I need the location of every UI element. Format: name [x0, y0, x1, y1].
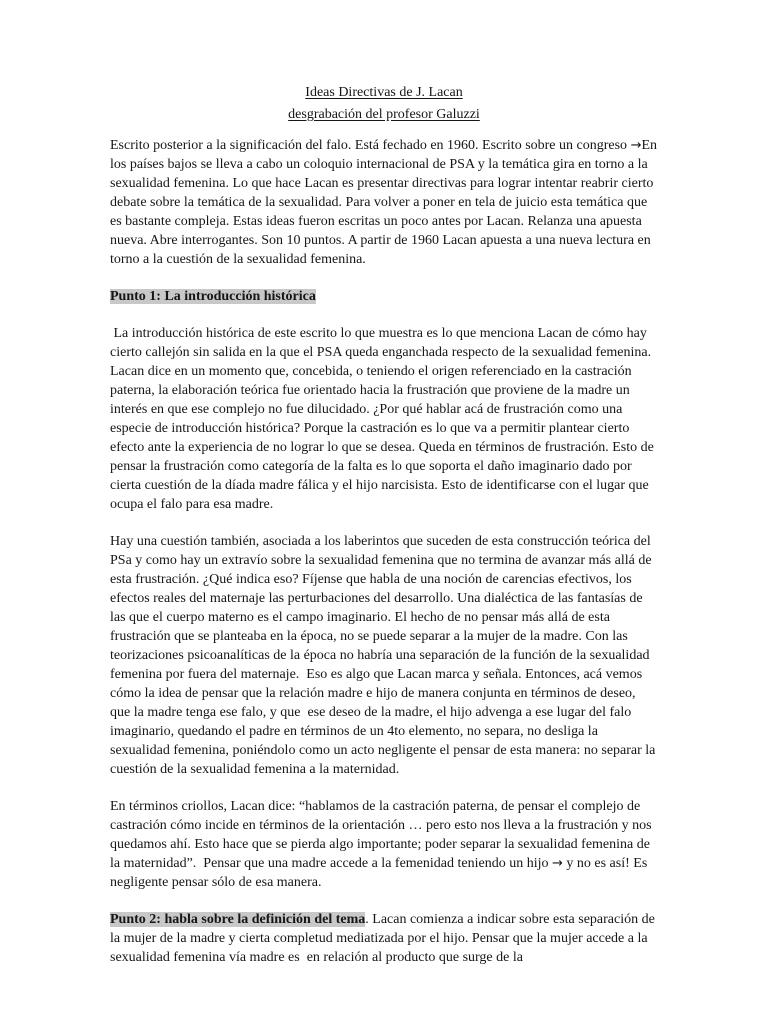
punto-1-paragraph-1: La introducción histórica de este escrito lo que muestra es lo que menciona Lacan de cómo hay cierto callejón sin salida en la que el PSA queda enganchada respecto de la sexualidad femenina. Lacan dice en un momento que, concebida, o teniendo el origen referenciado en la castración paterna, la elaboración teórica fue orientado hacia la frustración que proviene de la madre un interés en que ese complejo no fue dilucidado. ¿Por qué hablar acá de frustración como una especie de introducción histórica? Porque la castración es lo que va a permitir plantear cierto efecto ante la experiencia de no lograr lo que se desea. Queda en términos de frustración. Esto de pensar la frustración como categoría de la falta es lo que soporta el daño imaginario dado por cierta cuestión de la díada madre fálica y el hijo narcisista. Esto de identificarse con el lugar que ocupa el falo para esa madre. [110, 326, 658, 512]
punto-2-heading: Punto 2: habla sobre la definición del tema [110, 912, 366, 927]
intro-text-1: Escrito posterior a la significación del falo. Está fechado en 1960. Escrito sobre un congreso [110, 138, 631, 153]
section-heading-punto-1 [110, 287, 658, 306]
document-subtitle: desgrabación del profesor Galuzzi [288, 107, 480, 122]
intro-paragraph [110, 136, 661, 269]
document-title: Ideas Directivas de J. Lacan [305, 85, 463, 100]
title-block [0, 83, 768, 127]
punto-1-heading: Punto 1: La introducción histórica [110, 289, 316, 304]
arrow-icon: → [551, 856, 563, 871]
punto-1-p3-text-b: y no es así! Es negligente pensar sólo de esa manera. [110, 856, 651, 890]
intro-text-2: En los países bajos se lleva a cabo un coloquio internacional de PSA y la temática gira en torno a la sexualidad femenina. Lo que hace Lacan es presentar directivas para lograr intentar reabrir cierto debate sobre la temática de la sexualidad. Para volver a poner en tela de juicio esta temática que es bastante compleja. Estas ideas fueron escritas un poco antes por Lacan. Relanza una apuesta nueva. Abre interrogantes. Son 10 puntos. A partir de 1960 Lacan apuesta a una nueva lectura en torno a la cuestión de la sexualidad femenina. [110, 138, 661, 267]
punto-2-text: . Lacan comienza a indicar sobre esta separación de la mujer de la madre y cierta completud mediatizada por el hijo. Pensar que la mujer accede a la sexualidad femenina vía madre es en relación al producto que surge de la [110, 912, 659, 965]
document-body [110, 136, 661, 967]
punto-1-paragraph-3 [110, 797, 658, 892]
punto-1-p3-text-a: En términos criollos, Lacan dice: “hablamos de la castración paterna, de pensar el complejo de castración cómo incide en términos de la orientación … pero esto nos lleva a la frustración y nos quedamos ahí. Esto hace que se pierda algo importante; poder separar la sexualidad femenina de la maternidad”. Pensar que una madre accede a la femenidad teniendo un hijo [110, 799, 656, 871]
punto-2-paragraph [110, 910, 658, 967]
punto-1-paragraph-2: Hay una cuestión también, asociada a los laberintos que suceden de esta construcción teórica del PSa y como hay un extravío sobre la sexualidad femenina que no termina de avanzar más allá de esta frustración. ¿Qué indica eso? Fíjense que habla de una noción de carencias efectivos, los efectos reales del maternaje las perturbaciones del desarrollo. Una dialéctica de las fantasías de las que el cuerpo materno es el campo imaginario. El hecho de no pensar más allá de esta frustración que se planteaba en la época, no se puede separar a la mujer de la madre. Con las teorizaciones psicoanalíticas de la época no habría una separación de la función de la sexualidad femenina por fuera del maternaje. Eso es algo que Lacan marca y señala. Entonces, acá vemos cómo la idea de pensar que la relación madre e hijo de manera conjunta en términos de deseo, que la madre tenga ese falo, y que ese deseo de la madre, el hijo advenga a ese lugar del falo imaginario, quedando el padre en términos de un 4to elemento, no separa, no desliga la sexualidad femenina, poniéndolo como un acto negligente el pensar de esta manera: no separar la cuestión de la sexualidad femenina a la maternidad. [110, 534, 659, 777]
arrow-icon: → [630, 138, 642, 153]
